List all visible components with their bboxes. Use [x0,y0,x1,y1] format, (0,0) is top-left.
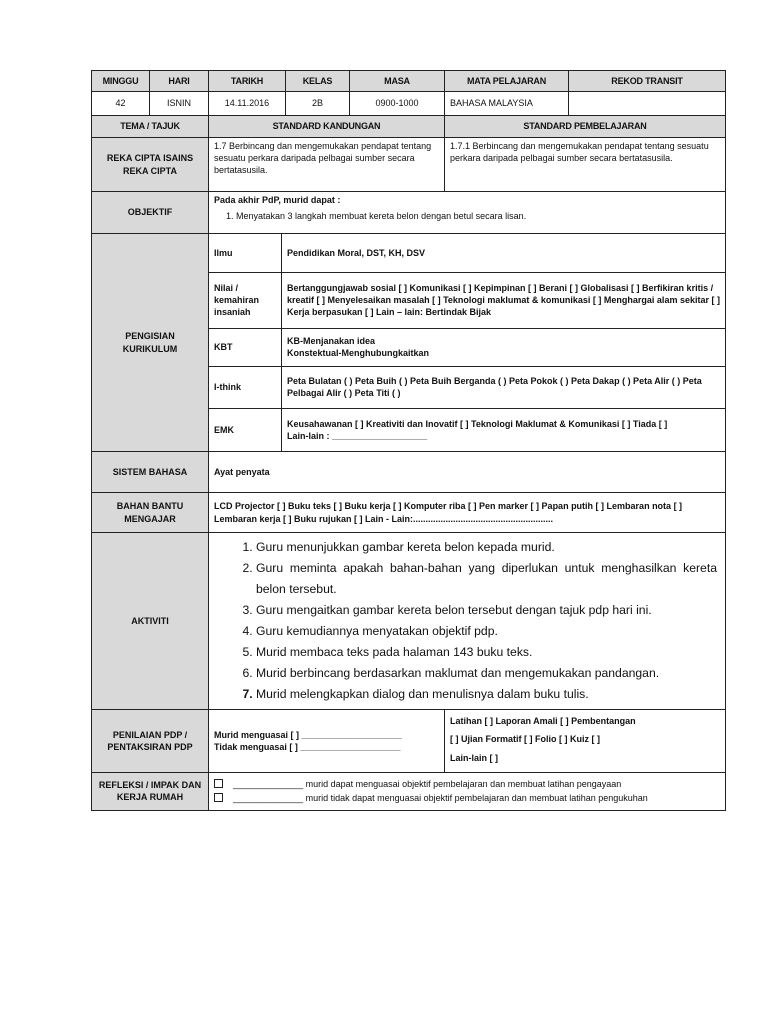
ithink-value: Peta Bulatan ( ) Peta Buih ( ) Peta Buih Berganda ( ) Peta Pokok ( ) Peta Dakap ( ) Peta Alir ( ) Peta Pelbagai Alir ( ) Peta Titi ( ) [282,366,726,408]
sistem-bahasa-row [92,452,726,493]
pengisian-ilmu [209,234,725,272]
refleksi-row [92,772,726,810]
refleksi-text: ______________ murid dapat menguasai objektif pembelajaran dan membuat latihan pengayaan [233,779,622,790]
sistem-bahasa-value: Ayat penyata [209,452,726,493]
penilaian-label: PENILAIAN PDP / PENTAKSIRAN PDP [92,709,209,772]
kbt-value: KB-Menjanakan idea Konstektual-Menghubungkaitkan [282,328,726,366]
sistem-bahasa-label: SISTEM BAHASA [92,452,209,493]
tema-tajuk-label: TEMA / TAJUK [92,116,209,138]
value-hari: ISNIN [150,92,209,116]
nilai-value: Bertanggungjawab sosial [ ] Komunikasi [ ] Kepimpinan [ ] Berani [ ] Globalisasi [ ] Berfikiran kritis / kreatif [ ] Menyelesaikan masalah [ ] Teknologi maklumat & komunikasi [ ] Menghargai alam sekitar [ ] Kerja berpasukan [ ] Lain – lain: Bertindak Bijak [282,272,726,328]
header-masa: MASA [350,71,445,92]
ithink-label: I-think [209,366,282,408]
standard-kandungan-text: 1.7 Berbincang dan mengemukakan pendapat tentang sesuatu perkara daripada pelbagai sumber secara bertatasusila. [209,138,445,192]
aktiviti-item: 3. Guru mengaitkan gambar kereta belon tersebut dengan tajuk pdp hari ini. [256,600,720,621]
pentaksiran-line-2: [ ] Ujian Formatif [ ] Folio [ ] Kuiz [ ] [450,734,600,745]
aktiviti-content [209,533,726,710]
aktiviti-label: AKTIVITI [92,533,209,710]
pengisian-nilai [209,272,725,328]
value-mata-pelajaran: BAHASA MALAYSIA [445,92,569,116]
header-minggu: MINGGU [92,71,150,92]
refleksi-content [209,772,726,810]
pentaksiran-line-1: Latihan [ ] Laporan Amali [ ] Pembentangan [450,715,636,726]
kbt-label: KBT [209,328,282,366]
value-minggu: 42 [92,92,150,116]
aktiviti-item: 7. Murid melengkapkan dialog dan menulisnya dalam buku tulis. [256,684,720,705]
objektif-content [209,192,726,234]
penilaian-right [445,709,726,772]
value-tarikh: 14.11.2016 [209,92,286,116]
header-kelas: KELAS [286,71,350,92]
refleksi-line [214,778,720,790]
ilmu-value: Pendidikan Moral, DST, KH, DSV [287,247,426,258]
refleksi-label: REFLEKSI / IMPAK DAN KERJA RUMAH [92,772,209,810]
penilaian-left [209,709,445,772]
aktiviti-item: 1. Guru menunjukkan gambar kereta belon kepada murid. [256,537,720,558]
objektif-row [92,192,726,234]
checkbox-icon[interactable] [214,793,223,802]
pengisian-kbt [209,328,725,366]
bahan-label: BAHAN BANTU MENGAJAR [92,493,209,533]
bahan-value: LCD Projector [ ] Buku teks [ ] Buku kerja [ ] Komputer riba [ ] Pen marker [ ] Papan putih [ ] Lembaran nota [ ] Lembaran kerja [ ] Buku rujukan [ ] Lain - Lain:........................................................ [209,493,726,533]
objektif-item: 1. Menyatakan 3 langkah membuat kereta belon dengan betul secara lisan. [236,210,720,222]
objektif-intro: Pada akhir PdP, murid dapat : [214,195,341,205]
values-row [92,92,726,116]
value-masa: 0900-1000 [350,92,445,116]
penilaian-row [92,709,726,772]
pengisian-row [92,234,726,452]
pengisian-subtable [209,234,725,451]
reka-cipta-row [92,138,726,192]
lesson-plan-table [91,70,726,811]
pentaksiran-line-3: Lain-lain [ ] [450,752,498,763]
value-rekod-transit [569,92,726,116]
header-row [92,71,726,92]
refleksi-line [214,792,720,804]
header-tarikh: TARIKH [209,71,286,92]
value-kelas: 2B [286,92,350,116]
header-hari: HARI [150,71,209,92]
ilmu-label: Ilmu [209,234,282,272]
emk-value: Keusahawanan [ ] Kreativiti dan Inovatif [ ] Teknologi Maklumat & Komunikasi [ ] Tiada [ ] Lain-lain : ___________________ [282,408,726,451]
pengisian-emk [209,408,725,451]
objektif-label: OBJEKTIF [92,192,209,234]
standard-pembelajaran-label: STANDARD PEMBELAJARAN [445,116,726,138]
nilai-label: Nilai / kemahiran insaniah [209,272,282,328]
bahan-row [92,493,726,533]
refleksi-text: ______________ murid tidak dapat menguasai objektif pembelajaran dan membuat latihan pengukuhan [233,793,648,804]
aktiviti-item: 2. Guru meminta apakah bahan-bahan yang diperlukan untuk menghasilkan kereta belon tersebut. [256,558,720,600]
header-rekod-transit: REKOD TRANSIT [569,71,726,92]
standards-header-row [92,116,726,138]
tidak-menguasai: Tidak menguasai [ ] ____________________ [214,741,401,752]
murid-menguasai: Murid menguasai [ ] ____________________ [214,729,402,740]
objektif-list [214,210,720,222]
emk-label: EMK [209,408,282,451]
aktiviti-list [214,537,720,705]
header-mata-pelajaran: MATA PELAJARAN [445,71,569,92]
reka-cipta-label: REKA CIPTA ISAINS REKA CIPTA [92,138,209,192]
standard-pembelajaran-text: 1.7.1 Berbincang dan mengemukakan pendapat tentang sesuatu perkara daripada pelbagai sumber secara bertatasusila. [445,138,726,192]
aktiviti-item: 4. Guru kemudiannya menyatakan objektif pdp. [256,621,720,642]
aktiviti-item: 5. Murid membaca teks pada halaman 143 buku teks. [256,642,720,663]
aktiviti-row [92,533,726,710]
checkbox-icon[interactable] [214,779,223,788]
pengisian-content [209,234,726,452]
aktiviti-item: 6. Murid berbincang berdasarkan maklumat dan mengemukakan pandangan. [256,663,720,684]
standard-kandungan-label: STANDARD KANDUNGAN [209,116,445,138]
pengisian-ithink [209,366,725,408]
lesson-plan-sheet [91,70,725,811]
pengisian-label: PENGISIAN KURIKULUM [92,234,209,452]
